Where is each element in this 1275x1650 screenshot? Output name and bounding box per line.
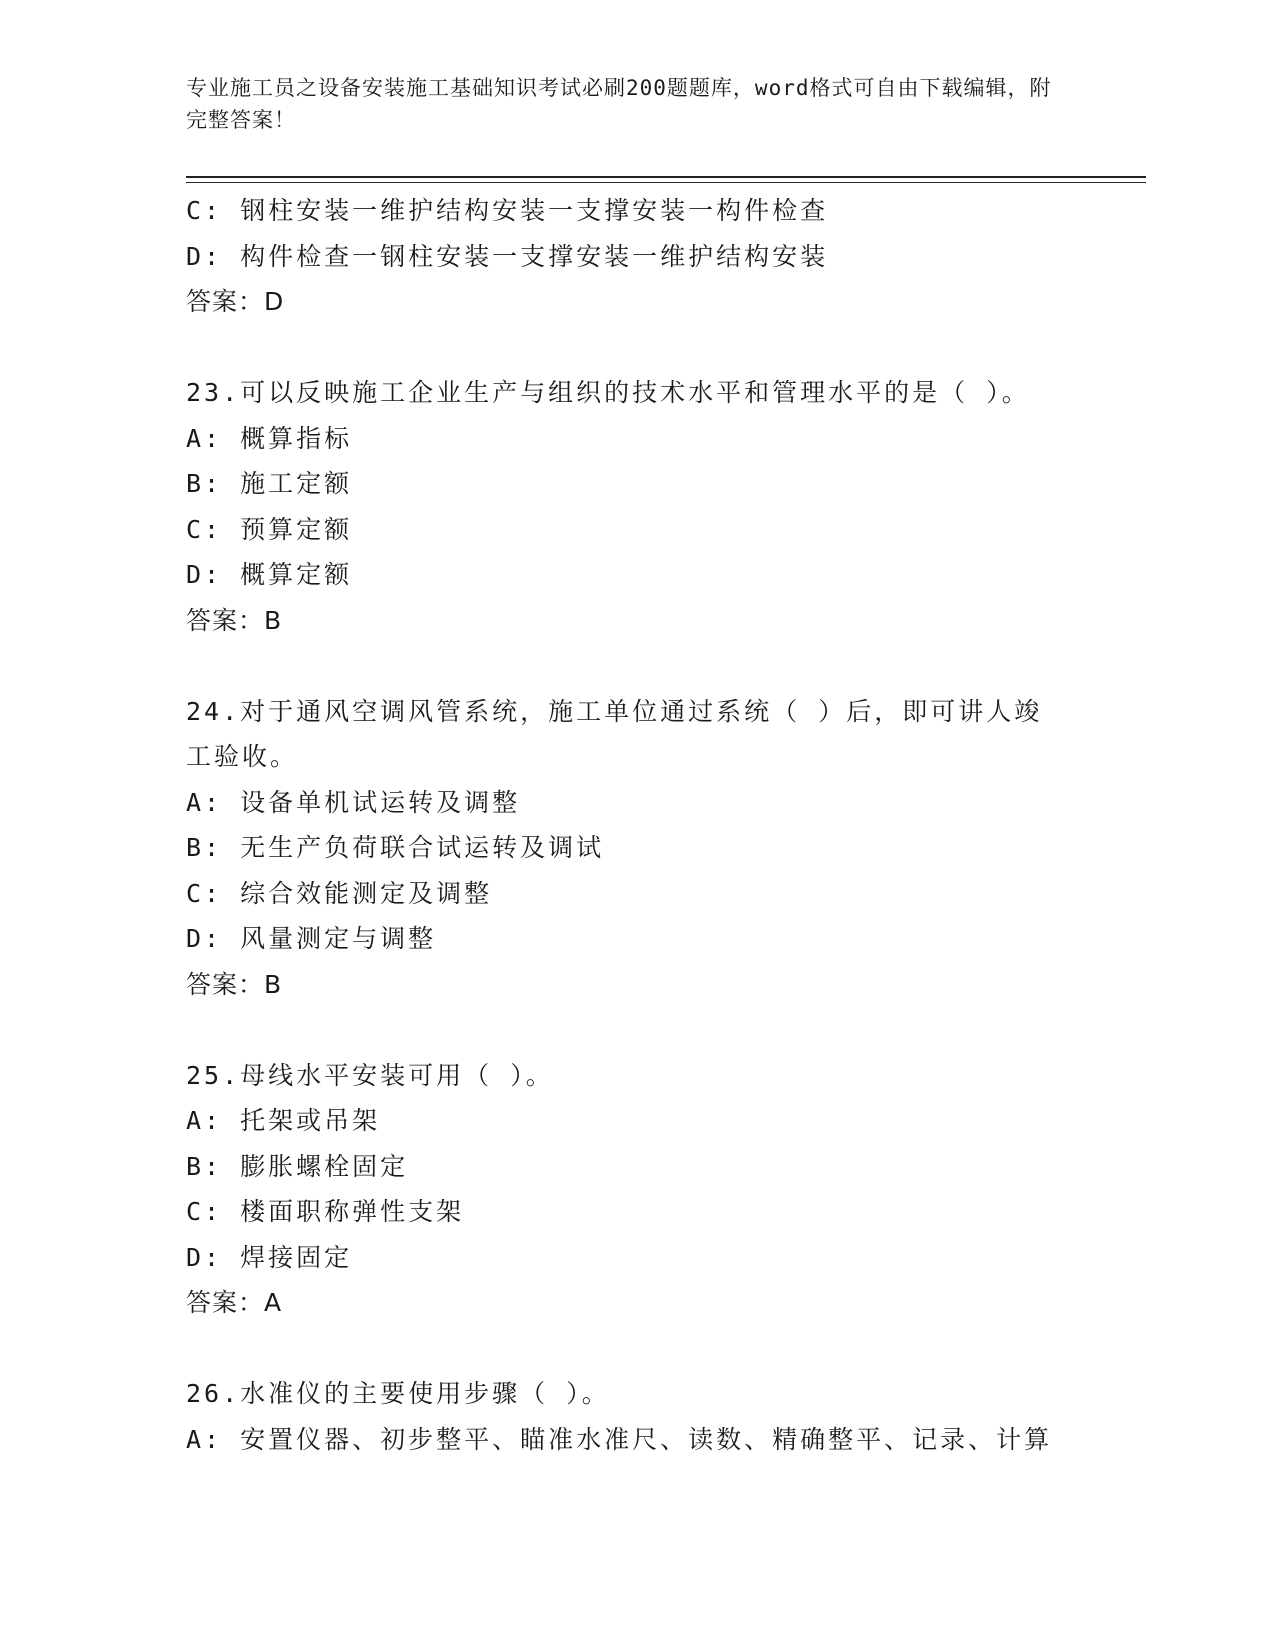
option-d: D: 构件检查一钢柱安装一支撑安装一维护结构安装 — [186, 241, 829, 271]
header-divider-thin — [186, 182, 1146, 183]
answer-line: 答案：B — [186, 605, 283, 635]
question-list — [186, 188, 1086, 1462]
option-c: C: 预算定额 — [186, 514, 353, 544]
spacer — [186, 325, 1086, 371]
option-c: C: 钢柱安装一维护结构安装一支撑安装一构件检查 — [186, 196, 829, 225]
option-d: D: 概算定额 — [186, 560, 353, 589]
option-b: B: 施工定额 — [186, 469, 353, 498]
answer-line: 答案：D — [186, 287, 285, 316]
option-a: A: 托架或吊架 — [186, 1106, 381, 1135]
option-b: B: 膨胀螺栓固定 — [186, 1151, 409, 1181]
option-a: A: 安置仪器、初步整平、瞄准水准尺、读数、精确整平、记录、计算 — [186, 1424, 1053, 1454]
answer-line: 答案：A — [186, 1288, 283, 1317]
option-d: D: 焊接固定 — [186, 1242, 353, 1272]
option-d: D: 风量测定与调整 — [186, 924, 437, 953]
header-divider-thick — [186, 176, 1146, 178]
spacer — [186, 1007, 1086, 1053]
answer-line: 答案：B — [186, 969, 283, 999]
question-25 — [186, 1053, 1086, 1326]
option-a: A: 设备单机试运转及调整 — [186, 787, 521, 817]
question-22-continuation — [186, 188, 1086, 325]
question-stem: 24.对于通风空调风管系统，施工单位通过系统（ ）后，即可讲人竣工验收。 — [186, 696, 1043, 771]
question-24 — [186, 689, 1086, 1008]
question-stem: 26.水准仪的主要使用步骤（ ）。 — [186, 1379, 610, 1408]
option-c: C: 综合效能测定及调整 — [186, 878, 493, 908]
option-a: A: 概算指标 — [186, 423, 353, 453]
question-23 — [186, 370, 1086, 643]
question-stem: 23.可以反映施工企业生产与组织的技术水平和管理水平的是（ ）。 — [186, 378, 1030, 407]
option-b: B: 无生产负荷联合试运转及调试 — [186, 833, 605, 862]
document-header — [186, 72, 1066, 136]
spacer — [186, 1326, 1086, 1372]
question-26 — [186, 1371, 1086, 1462]
option-c: C: 楼面职称弹性支架 — [186, 1197, 465, 1226]
spacer — [186, 643, 1086, 689]
question-stem: 25.母线水平安装可用（ ）。 — [186, 1060, 554, 1090]
document-title: 专业施工员之设备安装施工基础知识考试必刷200题题库，word格式可自由下载编辑，附完整答案！ — [186, 76, 1052, 132]
